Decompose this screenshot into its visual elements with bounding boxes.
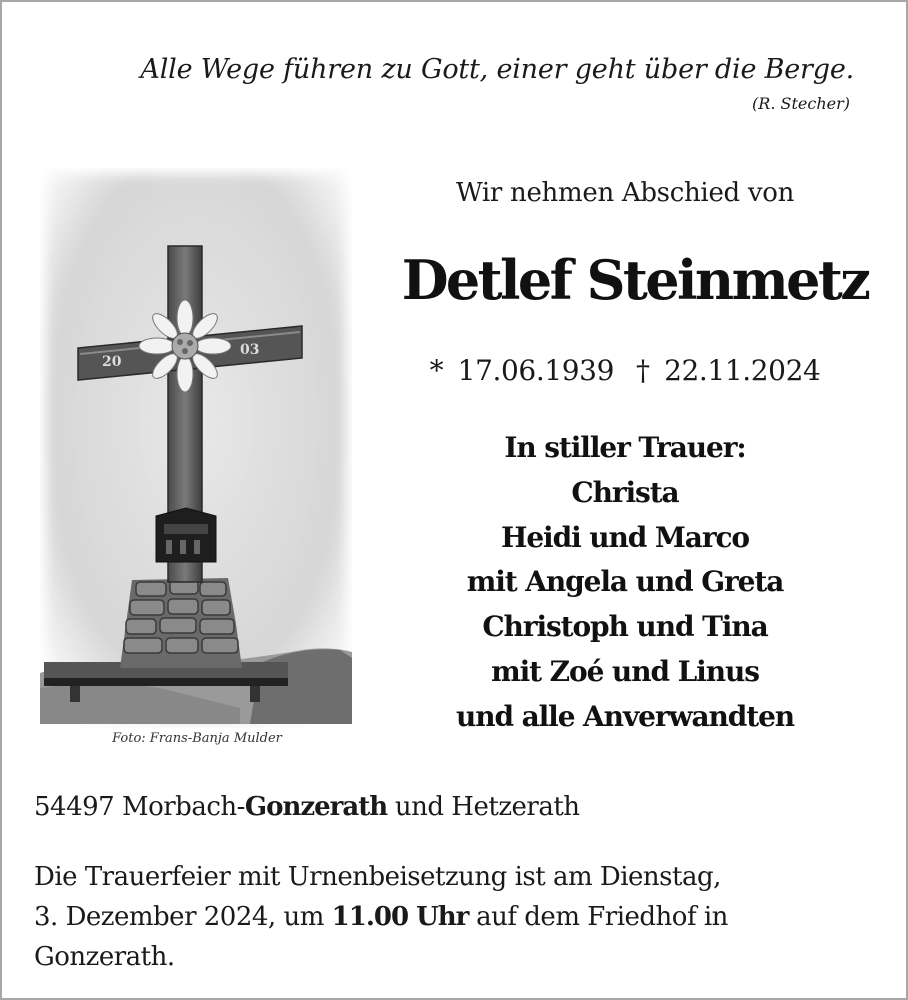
intro-text: Wir nehmen Abschied von [455,178,795,208]
mourner-line: Christoph und Tina [482,610,768,644]
summit-book-box [156,508,216,562]
photo-credit: Foto: Frans-Banja Mulder [112,731,282,746]
mourner-line: und alle Anverwandten [455,699,795,733]
quote-source: (R. Stecher) [752,94,850,113]
cross-year-left: 20 [102,354,122,370]
deceased-name: Detlef Steinmetz [401,248,869,312]
service-time: 11.00 Uhr [331,902,469,932]
address-prefix: 54497 Morbach- [34,792,245,822]
cross-year-right: 03 [240,342,260,358]
mourner-line: mit Angela und Greta [466,565,784,599]
service-text-3: auf dem Friedhof in [468,902,728,932]
address-suffix: und Hetzerath [387,792,580,822]
memorial-quote: Alle Wege führen zu Gott, einer geht über die Berge. [140,54,854,85]
summit-cross-photo [40,168,352,728]
family-address [34,792,874,822]
mourners-list [402,426,848,740]
birth-date: * 17.06.1939 [429,354,614,387]
life-dates [402,354,848,387]
mourner-line: Heidi und Marco [500,520,750,554]
service-text-1: Die Trauerfeier mit Urnenbeisetzung ist am Dienstag, [34,862,721,892]
funeral-service-info [34,857,874,977]
address-place: Gonzerath [244,792,388,822]
service-text-2: 3. Dezember 2024, um [34,902,332,932]
service-text-4: Gonzerath. [34,942,175,972]
death-date: † 22.11.2024 [636,354,821,387]
mourners-heading: In stiller Trauer: [504,431,746,464]
mourner-line: Christa [571,475,679,509]
mourner-line: mit Zoé und Linus [491,654,759,688]
